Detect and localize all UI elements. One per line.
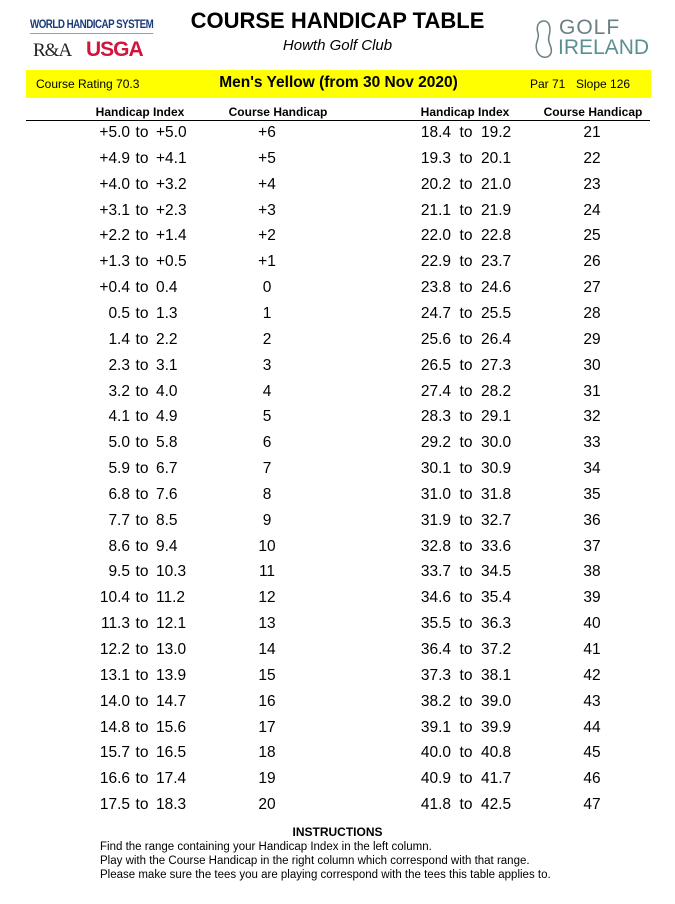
course-handicap: 3	[262, 356, 272, 374]
handicap-index-to: +5.0	[156, 124, 187, 141]
handicap-index-to: 5.8	[156, 434, 178, 452]
handicap-index-to: 34.5	[481, 563, 512, 581]
handicap-index-from: 0.5	[108, 304, 130, 322]
handicap-index-from: 16.6	[99, 770, 130, 788]
to-label: to	[135, 666, 149, 684]
handicap-index-to: 26.4	[481, 330, 512, 348]
to-label: to	[135, 563, 149, 581]
course-handicap: 21	[583, 124, 601, 141]
handicap-index-from: +0.4	[99, 279, 130, 297]
handicap-index-from: 24.7	[420, 304, 451, 322]
to-label: to	[459, 692, 473, 710]
table-row	[0, 253, 675, 279]
handicap-index-from: 33.7	[420, 563, 451, 581]
to-label: to	[135, 770, 149, 788]
to-label: to	[459, 356, 473, 374]
handicap-index-from: 9.5	[108, 563, 130, 581]
course-handicap: 11	[258, 563, 276, 581]
course-handicap: 26	[583, 253, 601, 271]
course-handicap: 18	[258, 744, 276, 762]
handicap-index-to: 21.9	[481, 201, 512, 219]
handicap-index-from: +5.0	[99, 124, 130, 141]
handicap-index-from: 5.9	[108, 460, 130, 478]
course-handicap: 34	[583, 460, 601, 478]
handicap-index-to: 32.7	[481, 511, 512, 529]
table-row	[0, 331, 675, 357]
table-row	[0, 408, 675, 434]
to-label: to	[459, 744, 473, 762]
course-handicap: 47	[583, 796, 601, 814]
handicap-index-to: 18.3	[156, 796, 187, 814]
table-row	[0, 615, 675, 641]
course-handicap: 5	[262, 408, 272, 426]
handicap-index-to: 31.8	[481, 485, 512, 503]
course-handicap: 25	[583, 227, 601, 245]
handicap-index-from: 5.0	[108, 434, 130, 452]
course-handicap: 2	[262, 330, 272, 348]
course-handicap: +2	[258, 227, 276, 245]
handicap-index-to: 30.0	[481, 434, 512, 452]
usga-logo: USGA	[86, 38, 143, 61]
table-row	[0, 383, 675, 409]
to-label: to	[459, 434, 473, 452]
to-label: to	[459, 201, 473, 219]
header-course-handicap-left: Course Handicap	[228, 105, 328, 119]
to-label: to	[459, 589, 473, 607]
handicap-index-from: 41.8	[420, 796, 451, 814]
ra-logo: R&A	[33, 40, 72, 61]
to-label: to	[459, 382, 473, 400]
course-handicap: 36	[583, 511, 601, 529]
to-label: to	[135, 718, 149, 736]
handicap-index-to: 22.8	[481, 227, 512, 245]
handicap-index-from: 13.1	[99, 666, 130, 684]
course-handicap: 27	[583, 279, 601, 297]
handicap-index-to: +2.3	[156, 201, 187, 219]
handicap-index-from: 35.5	[420, 615, 451, 633]
handicap-index-to: 13.0	[156, 641, 187, 658]
table-row	[0, 150, 675, 176]
to-label: to	[135, 641, 149, 658]
instruction-line: Play with the Course Handicap in the right column which correspond with that range.	[100, 855, 530, 867]
to-label: to	[459, 175, 473, 193]
golf-ireland-logo	[532, 18, 662, 60]
handicap-index-to: 24.6	[481, 279, 512, 297]
table-row	[0, 460, 675, 486]
course-handicap: 22	[583, 149, 601, 167]
handicap-index-to: 20.1	[481, 149, 512, 167]
table-row	[0, 641, 675, 667]
to-label: to	[135, 279, 149, 297]
header-handicap-index-left: Handicap Index	[95, 105, 185, 119]
handicap-index-from: 28.3	[420, 408, 451, 426]
handicap-index-from: 22.9	[420, 253, 451, 271]
to-label: to	[459, 124, 473, 141]
handicap-index-to: 10.3	[156, 563, 187, 581]
table-row	[0, 357, 675, 383]
course-handicap: 33	[583, 434, 601, 452]
handicap-index-from: 37.3	[420, 666, 451, 684]
handicap-index-to: 25.5	[481, 304, 512, 322]
handicap-index-to: 40.8	[481, 744, 512, 762]
to-label: to	[135, 382, 149, 400]
handicap-index-from: 34.6	[420, 589, 451, 607]
to-label: to	[459, 563, 473, 581]
handicap-index-to: 4.9	[156, 408, 178, 426]
to-label: to	[459, 770, 473, 788]
to-label: to	[135, 511, 149, 529]
course-handicap: 19	[258, 770, 276, 788]
to-label: to	[459, 408, 473, 426]
table-row	[0, 124, 675, 150]
handicap-index-from: 25.6	[420, 330, 451, 348]
to-label: to	[459, 304, 473, 322]
handicap-index-to: 27.3	[481, 356, 512, 374]
club-name: Howth Golf Club	[282, 37, 393, 54]
course-handicap: 41	[583, 641, 601, 658]
course-handicap: 31	[583, 382, 601, 400]
to-label: to	[459, 279, 473, 297]
handicap-index-to: 30.9	[481, 460, 512, 478]
handicap-index-to: 37.2	[481, 641, 512, 658]
table-row	[0, 176, 675, 202]
to-label: to	[459, 718, 473, 736]
handicap-index-from: 7.7	[108, 511, 130, 529]
handicap-index-from: 38.2	[420, 692, 451, 710]
handicap-index-to: 7.6	[156, 485, 178, 503]
handicap-index-from: 10.4	[99, 589, 130, 607]
slope: Slope 126	[576, 77, 631, 91]
table-row	[0, 667, 675, 693]
handicap-index-to: 21.0	[481, 175, 512, 193]
header-rule	[26, 120, 650, 121]
table-row	[0, 279, 675, 305]
to-label: to	[135, 589, 149, 607]
handicap-index-to: 1.3	[156, 304, 178, 322]
handicap-index-to: 41.7	[481, 770, 512, 788]
table-row	[0, 589, 675, 615]
handicap-index-from: 17.5	[99, 796, 130, 814]
course-handicap: 23	[583, 175, 601, 193]
handicap-index-from: 39.1	[420, 718, 451, 736]
course-handicap: 24	[583, 201, 601, 219]
course-handicap: 30	[583, 356, 601, 374]
course-handicap: 35	[583, 485, 601, 503]
handicap-index-from: 12.2	[99, 641, 130, 658]
to-label: to	[135, 408, 149, 426]
table-row	[0, 693, 675, 719]
course-handicap: 4	[262, 382, 272, 400]
handicap-index-from: 32.8	[420, 537, 451, 555]
to-label: to	[135, 796, 149, 814]
course-handicap: 28	[583, 304, 601, 322]
course-handicap: +3	[258, 201, 276, 219]
handicap-index-from: 27.4	[420, 382, 451, 400]
handicap-index-from: +4.9	[99, 149, 130, 167]
table-row	[0, 563, 675, 589]
to-label: to	[135, 460, 149, 478]
course-handicap: 20	[258, 796, 276, 814]
course-handicap: 39	[583, 589, 601, 607]
to-label: to	[135, 175, 149, 193]
table-row	[0, 538, 675, 564]
handicap-index-to: 8.5	[156, 511, 178, 529]
handicap-index-from: 31.0	[420, 485, 451, 503]
course-handicap: 7	[262, 460, 272, 478]
table-row	[0, 202, 675, 228]
handicap-index-to: 6.7	[156, 460, 178, 478]
to-label: to	[459, 666, 473, 684]
to-label: to	[459, 485, 473, 503]
ireland-text: IRELAND	[558, 36, 650, 59]
course-handicap: 45	[583, 744, 601, 762]
handicap-index-from: 23.8	[420, 279, 451, 297]
to-label: to	[135, 537, 149, 555]
handicap-index-from: 11.3	[100, 615, 130, 633]
to-label: to	[135, 330, 149, 348]
course-handicap: 29	[583, 330, 601, 348]
to-label: to	[459, 641, 473, 658]
to-label: to	[135, 485, 149, 503]
handicap-index-to: 39.9	[481, 718, 512, 736]
handicap-index-to: 23.7	[481, 253, 512, 271]
table-row	[0, 744, 675, 770]
to-label: to	[135, 615, 149, 633]
handicap-index-from: +2.2	[99, 227, 130, 245]
page-title: COURSE HANDICAP TABLE	[190, 8, 485, 33]
handicap-index-from: 8.6	[108, 537, 130, 555]
handicap-index-to: 35.4	[481, 589, 512, 607]
table-row	[0, 796, 675, 822]
handicap-index-to: 19.2	[481, 124, 512, 141]
handicap-index-to: 12.1	[156, 615, 187, 633]
handicap-index-to: 29.1	[481, 408, 512, 426]
handicap-index-from: 15.7	[99, 744, 130, 762]
to-label: to	[135, 149, 149, 167]
to-label: to	[135, 304, 149, 322]
handicap-index-from: 18.4	[420, 124, 451, 141]
handicap-index-from: 31.9	[420, 511, 451, 529]
handicap-index-to: 2.2	[156, 330, 178, 348]
handicap-index-from: 14.8	[99, 718, 130, 736]
handicap-index-from: 21.1	[420, 201, 451, 219]
to-label: to	[459, 615, 473, 633]
handicap-index-to: 4.0	[156, 382, 178, 400]
handicap-index-from: 29.2	[420, 434, 451, 452]
tee-name: Men's Yellow (from 30 Nov 2020)	[219, 74, 458, 91]
to-label: to	[135, 253, 149, 271]
handicap-index-to: 11.2	[156, 589, 186, 607]
handicap-index-to: 16.5	[156, 744, 187, 762]
handicap-index-to: 38.1	[481, 666, 512, 684]
table-row	[0, 512, 675, 538]
to-label: to	[135, 692, 149, 710]
course-handicap: 0	[262, 279, 272, 297]
to-label: to	[459, 511, 473, 529]
tee-info-bar	[26, 70, 651, 98]
to-label: to	[459, 537, 473, 555]
course-handicap: 15	[258, 666, 276, 684]
golf-ireland-emblem-icon	[532, 18, 558, 60]
course-handicap: 44	[583, 718, 601, 736]
to-label: to	[135, 356, 149, 374]
to-label: to	[459, 796, 473, 814]
handicap-index-from: 6.8	[108, 485, 130, 503]
course-handicap: 43	[583, 692, 601, 710]
handicap-index-to: 13.9	[156, 666, 187, 684]
handicap-index-to: +0.5	[156, 253, 187, 271]
handicap-index-from: 26.5	[420, 356, 451, 374]
wgs-logo: WORLD HANDICAP SYSTEM	[30, 19, 153, 34]
course-handicap: 42	[583, 666, 601, 684]
handicap-index-to: 33.6	[481, 537, 512, 555]
handicap-index-from: +3.1	[99, 201, 130, 219]
to-label: to	[459, 330, 473, 348]
course-handicap: 8	[262, 485, 272, 503]
course-handicap: 37	[583, 537, 601, 555]
handicap-index-to: 28.2	[481, 382, 512, 400]
to-label: to	[135, 744, 149, 762]
handicap-index-from: 3.2	[108, 382, 130, 400]
par: Par 71	[530, 77, 566, 91]
course-handicap: 13	[258, 615, 276, 633]
course-handicap: +1	[258, 253, 276, 271]
to-label: to	[459, 227, 473, 245]
course-handicap: 10	[258, 537, 276, 555]
handicap-index-to: 17.4	[156, 770, 187, 788]
handicap-index-to: +4.1	[156, 149, 187, 167]
course-handicap: 46	[583, 770, 601, 788]
to-label: to	[459, 253, 473, 271]
handicap-index-from: 30.1	[420, 460, 451, 478]
golf-text: GOLF	[559, 16, 621, 39]
course-handicap: 16	[258, 692, 276, 710]
handicap-index-from: 40.0	[420, 744, 451, 762]
course-handicap: 32	[583, 408, 601, 426]
course-handicap: 38	[583, 563, 601, 581]
handicap-index-to: 36.3	[481, 615, 512, 633]
course-handicap: 17	[258, 718, 276, 736]
table-row	[0, 305, 675, 331]
header-handicap-index-right: Handicap Index	[420, 105, 510, 119]
to-label: to	[459, 460, 473, 478]
handicap-index-to: 15.6	[156, 718, 187, 736]
instructions-heading: INSTRUCTIONS	[292, 825, 383, 839]
handicap-index-from: +1.3	[99, 253, 130, 271]
to-label: to	[135, 434, 149, 452]
handicap-index-to: 0.4	[156, 279, 178, 297]
handicap-index-from: 2.3	[108, 356, 130, 374]
handicap-index-from: 4.1	[108, 408, 130, 426]
handicap-index-to: 3.1	[156, 356, 178, 374]
course-handicap: 9	[262, 511, 272, 529]
course-handicap: 12	[258, 589, 276, 607]
table-row	[0, 719, 675, 745]
handicap-index-from: 22.0	[420, 227, 451, 245]
to-label: to	[135, 201, 149, 219]
handicap-index-to: 42.5	[481, 796, 512, 814]
course-handicap: +6	[258, 124, 276, 141]
handicap-index-to: 14.7	[156, 692, 187, 710]
handicap-index-from: 1.4	[108, 330, 130, 348]
handicap-index-to: 39.0	[481, 692, 512, 710]
to-label: to	[459, 149, 473, 167]
table-row	[0, 227, 675, 253]
handicap-index-from: 36.4	[420, 641, 451, 658]
course-handicap: 40	[583, 615, 601, 633]
handicap-index-from: 19.3	[420, 149, 451, 167]
handicap-index-from: 40.9	[420, 770, 451, 788]
course-handicap: 14	[258, 641, 276, 658]
table-row	[0, 770, 675, 796]
header-course-handicap-right: Course Handicap	[543, 105, 643, 119]
table-row	[0, 486, 675, 512]
to-label: to	[135, 124, 149, 141]
instruction-line: Find the range containing your Handicap Index in the left column.	[100, 841, 432, 853]
handicap-index-to: 9.4	[156, 537, 178, 555]
course-handicap: +4	[258, 175, 276, 193]
course-handicap: +5	[258, 149, 276, 167]
handicap-index-from: 14.0	[99, 692, 130, 710]
instruction-line: Please make sure the tees you are playing correspond with the tees this table applies to.	[100, 869, 551, 881]
handicap-index-to: +1.4	[156, 227, 187, 245]
table-row	[0, 434, 675, 460]
handicap-index-to: +3.2	[156, 175, 187, 193]
course-handicap: 1	[262, 304, 272, 322]
course-rating: Course Rating 70.3	[36, 77, 140, 91]
handicap-index-from: +4.0	[99, 175, 130, 193]
course-handicap: 6	[262, 434, 272, 452]
handicap-index-from: 20.2	[420, 175, 451, 193]
to-label: to	[135, 227, 149, 245]
